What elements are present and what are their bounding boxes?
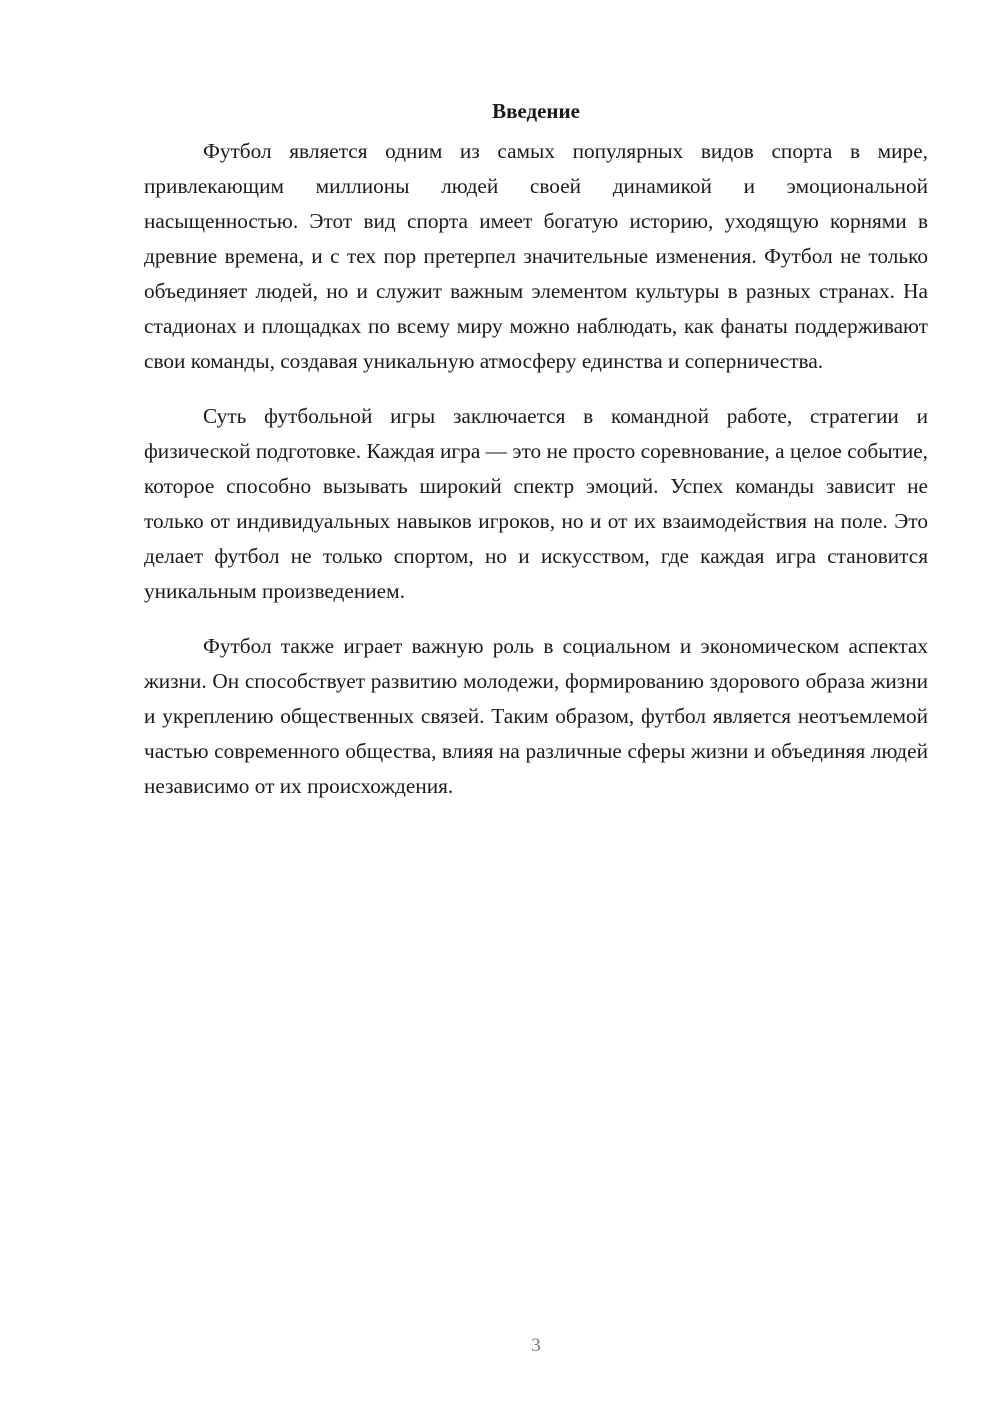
paragraph-2: Суть футбольной игры заключается в командной работе, стратегии и физической подготовке. Каждая игра — это не просто соревнование, а целое событие, которое способно вызывать широкий спектр эмоций. Успех команды зависит не только от индивидуальных навыков игроков, но и от их взаимодействия на поле. Это делает футбол не только спортом, но и искусством, где каждая игра становится уникальным произведением. <box>144 404 928 603</box>
paragraph-3: Футбол также играет важную роль в социальном и экономическом аспектах жизни. Он способствует развитию молодежи, формированию здорового образа жизни и укреплению общественных связей. Таким образом, футбол является неотъемлемой частью современного общества, влияя на различные сферы жизни и объединяя людей независимо от их происхождения. <box>144 634 928 798</box>
page-content <box>144 96 928 824</box>
paragraph-1: Футбол является одним из самых популярных видов спорта в мире, привлекающим миллионы людей своей динамикой и эмоциональной насыщенностью. Этот вид спорта имеет богатую историю, уходящую корнями в древние времена, и с тех пор претерпел значительные изменения. Футбол не только объединяет людей, но и служит важным элементом культуры в разных странах. На стадионах и площадках по всему миру можно наблюдать, как фанаты поддерживают свои команды, создавая уникальную атмосферу единства и соперничества. <box>144 139 928 373</box>
section-title: Введение <box>492 99 580 123</box>
page-number: 3 <box>531 1335 541 1356</box>
